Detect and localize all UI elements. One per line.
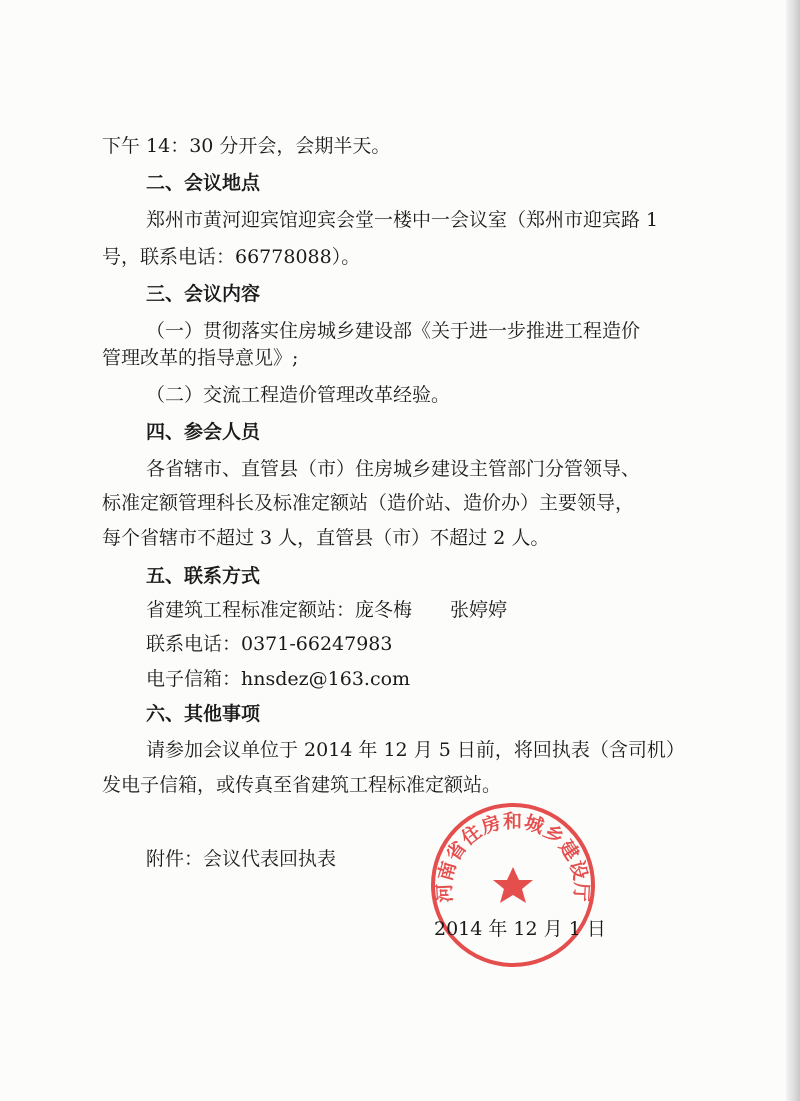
text-line-content-2: （二）交流工程造价管理改革经验。 xyxy=(146,384,451,406)
heading-content: 三、会议内容 xyxy=(146,283,261,305)
text-line-contact-phone: 联系电话：0371-66247983 xyxy=(146,633,393,655)
text-line-attendees-2: 标准定额管理科长及标准定额站（造价站、造价办）主要领导， xyxy=(102,492,635,514)
text-line-contact-person: 省建筑工程标准定额站：庞冬梅 张婷婷 xyxy=(146,599,508,621)
heading-contact: 五、联系方式 xyxy=(146,565,261,587)
text-line-content-1-cont: 管理改革的指导意见》; xyxy=(102,347,299,369)
heading-other: 六、其他事项 xyxy=(146,703,261,725)
text-line-other-1: 请参加会议单位于 2014 年 12 月 5 日前，将回执表（含司机） xyxy=(146,739,685,761)
heading-attendees: 四、参会人员 xyxy=(146,421,261,443)
text-line-session-time: 下午 14：30 分开会，会期半天。 xyxy=(102,135,391,157)
text-line-attendees-1: 各省辖市、直管县（市）住房城乡建设主管部门分管领导、 xyxy=(146,458,641,480)
document-date: 2014 年 12 月 1 日 xyxy=(434,918,606,940)
text-line-contact-email: 电子信箱：hnsdez@163.com xyxy=(146,668,411,690)
seal-text: 河南省住房和城乡建设厅 xyxy=(433,810,593,904)
text-line-attachment: 附件：会议代表回执表 xyxy=(146,848,337,870)
text-line-other-2: 发电子信箱，或传真至省建筑工程标准定额站。 xyxy=(102,774,502,796)
seal-star-icon xyxy=(493,867,533,903)
text-line-venue-phone: 号，联系电话：66778088）。 xyxy=(102,246,361,268)
text-line-content-1: （一）贯彻落实住房城乡建设部《关于进一步推进工程造价 xyxy=(146,320,641,342)
official-seal xyxy=(428,800,598,970)
text-line-venue: 郑州市黄河迎宾馆迎宾会堂一楼中一会议室（郑州市迎宾路 1 xyxy=(146,209,659,231)
text-line-attendees-3: 每个省辖市不超过 3 人，直管县（市）不超过 2 人。 xyxy=(102,527,550,549)
heading-venue: 二、会议地点 xyxy=(146,172,261,194)
page-edge-shadow xyxy=(786,0,800,1101)
